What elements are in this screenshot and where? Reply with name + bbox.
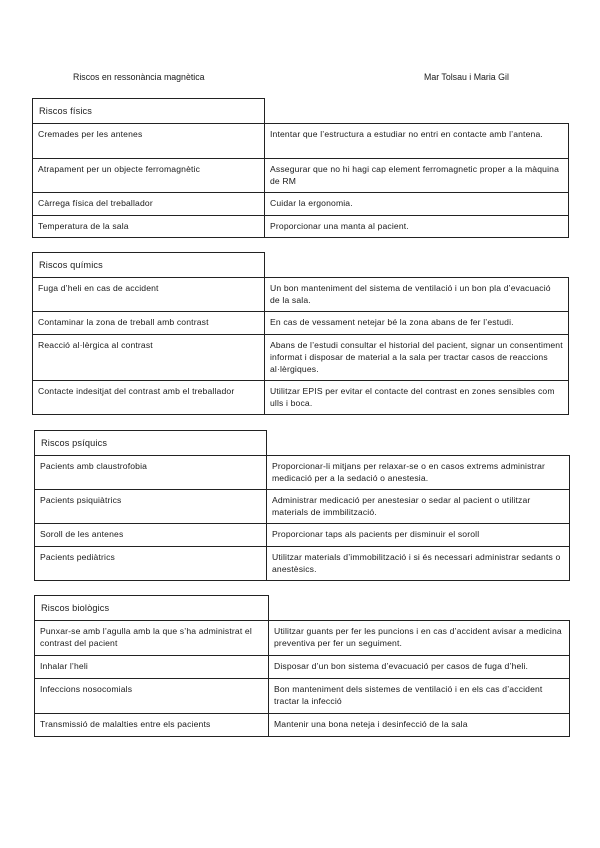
risk-cell: Soroll de les antenes — [35, 524, 267, 547]
table-row — [35, 679, 570, 714]
measure-cell: En cas de vessament netejar bé la zona abans de fer l’estudi. — [265, 312, 569, 335]
measure-cell: Utilitzar materials d’immobilització i si és necessari administrar sedants o anestèsics. — [267, 547, 570, 581]
table-row — [33, 312, 569, 335]
risk-cell: Temperatura de la sala — [33, 216, 265, 238]
measure-cell: Assegurar que no hi hagi cap element ferromagnetic proper a la màquina de RM — [265, 159, 569, 193]
risk-cell: Infeccions nosocomials — [35, 679, 269, 714]
table-row — [35, 656, 570, 679]
risk-cell: Pacients psiquiàtrics — [35, 490, 267, 524]
risk-cell: Contacte indesitjat del contrast amb el treballador — [33, 381, 265, 415]
risk-cell: Pacients amb claustrofobia — [35, 456, 267, 490]
risk-cell: Transmissió de malalties entre els pacients — [35, 714, 269, 737]
table-riscos-quimics — [32, 252, 569, 415]
section-title: Riscos físics — [33, 99, 265, 124]
measure-cell: Abans de l’estudi consultar el historial del pacient, signar un consentiment informat i disposar de material a la sala per tractar casos de reaccions al·lèrgiques. — [265, 335, 569, 381]
measure-cell: Administrar medicació per anestesiar o sedar al pacient o utilitzar materials de immbilització. — [267, 490, 570, 524]
section-header-row — [35, 596, 570, 621]
section-title: Riscos psíquics — [35, 431, 267, 456]
measure-cell: Utilitzar guants per fer les puncions i en cas d’accident avisar a medicina preventiva per fer un seguiment. — [269, 621, 570, 656]
measure-cell: Bon manteniment dels sistemes de ventilació i en els cas d’accident tractar la infecció — [269, 679, 570, 714]
risk-cell: Inhalar l’heli — [35, 656, 269, 679]
table-row — [35, 524, 570, 547]
table-row — [33, 193, 569, 216]
section-title: Riscos químics — [33, 253, 265, 278]
measure-cell: Proporcionar una manta al pacient. — [265, 216, 569, 238]
section-header-row — [33, 253, 569, 278]
measure-cell: Intentar que l’estructura a estudiar no entri en contacte amb l’antena. — [265, 124, 569, 159]
table-row — [33, 278, 569, 312]
table-row — [33, 159, 569, 193]
risk-cell: Fuga d’heli en cas de accident — [33, 278, 265, 312]
table-row — [33, 124, 569, 159]
measure-cell: Cuidar la ergonomia. — [265, 193, 569, 216]
table-riscos-psiquics — [34, 430, 570, 581]
risk-cell: Càrrega física del treballador — [33, 193, 265, 216]
measure-cell: Un bon manteniment del sistema de ventilació i un bon pla d’evacuació de la sala. — [265, 278, 569, 312]
measure-cell: Proporcionar taps als pacients per disminuir el soroll — [267, 524, 570, 547]
measure-cell: Mantenir una bona neteja i desinfecció de la sala — [269, 714, 570, 737]
measure-cell: Disposar d’un bon sistema d’evacuació per casos de fuga d’heli. — [269, 656, 570, 679]
table-row — [35, 547, 570, 581]
table-row — [33, 381, 569, 415]
table-row — [35, 621, 570, 656]
risk-cell: Reacció al·lèrgica al contrast — [33, 335, 265, 381]
measure-cell: Proporcionar-li mitjans per relaxar-se o en casos extrems administrar medicació per a la sedació o anestesia. — [267, 456, 570, 490]
risk-cell: Punxar-se amb l’agulla amb la que s’ha administrat el contrast del pacient — [35, 621, 269, 656]
table-row — [35, 456, 570, 490]
risk-cell: Contaminar la zona de treball amb contrast — [33, 312, 265, 335]
document-title: Riscos en ressonància magnètica — [73, 72, 205, 82]
section-header-row — [33, 99, 569, 124]
table-row — [35, 490, 570, 524]
table-riscos-fisics — [32, 98, 569, 238]
document-authors: Mar Tolsau i Maria Gil — [424, 72, 509, 82]
risk-cell: Cremades per les antenes — [33, 124, 265, 159]
risk-cell: Atrapament per un objecte ferromagnètic — [33, 159, 265, 193]
section-header-row — [35, 431, 570, 456]
measure-cell: Utilitzar EPIS per evitar el contacte del contrast en zones sensibles com ulls i boca. — [265, 381, 569, 415]
table-row — [35, 714, 570, 737]
table-row — [33, 216, 569, 238]
section-title: Riscos biològics — [35, 596, 269, 621]
table-riscos-biologics — [34, 595, 570, 737]
risk-cell: Pacients pediàtrics — [35, 547, 267, 581]
table-row — [33, 335, 569, 381]
